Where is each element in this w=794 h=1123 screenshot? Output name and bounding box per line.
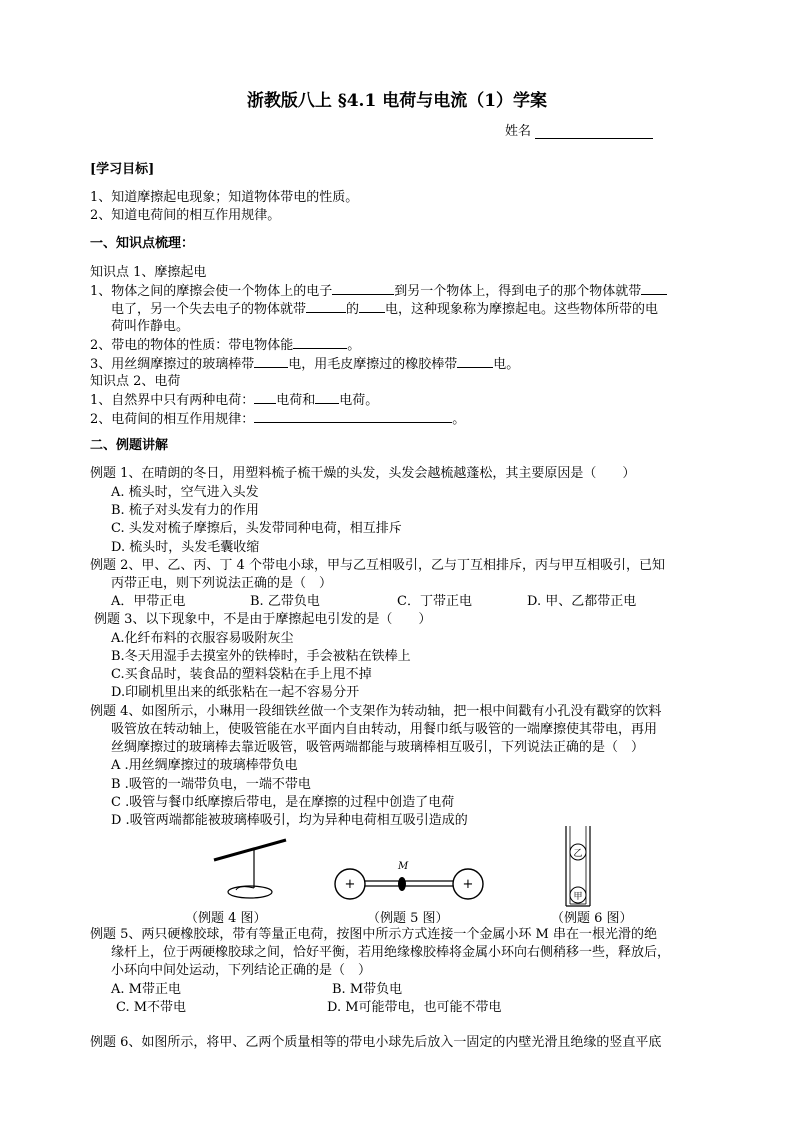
kp2-line2 [90, 410, 465, 428]
blank[interactable] [315, 391, 339, 404]
ex4-stem-2: 吸管放在转动轴上，使吸管能在水平面内自由转动，用餐巾纸与吸管的一端摩擦使其带电，再用 [111, 722, 658, 737]
ex4-stem-1: 例题 4、如图所示，小琳用一段细铁丝做一个支架作为转动轴，把一根中间戳有小孔没有戳穿的饮料 [90, 704, 662, 719]
ex2-option-a: A．甲带正电 [111, 594, 186, 609]
page-title: 浙教版八上 §4.1 电荷与电流（1）学案 [246, 91, 548, 111]
section1-heading: 一、知识点梳理： [90, 236, 195, 251]
ex4-option-d: D .吸管两端都能被玻璃棒吸引，均为异种电荷相互吸引造成的 [111, 813, 468, 828]
blank[interactable] [641, 282, 667, 295]
blank[interactable] [359, 300, 385, 313]
ex3-option-d: D.印刷机里出来的纸张粘在一起不容易分开 [111, 685, 360, 700]
ex1-option-d: D. 梳头时，头发毛囊收缩 [111, 540, 260, 555]
ex4-option-b: B .吸管的一端带负电，一端不带电 [111, 777, 311, 792]
ex5-option-d: D. M可能带电，也可能不带电 [327, 1000, 502, 1015]
name-label: 姓名 [505, 124, 532, 139]
figure-6-caption: （例题 6 图） [551, 911, 633, 926]
figure-6-tube [560, 826, 600, 908]
ex1-stem: 例题 1、在晴朗的冬日，用塑料梳子梳干燥的头发，头发会越梳越蓬松，其主要原因是（ ） [90, 466, 636, 481]
ball-jia-label: 甲 [573, 892, 583, 902]
goal-2: 2、知道电荷间的相互作用规律。 [90, 208, 281, 223]
kp2-line1 [90, 391, 378, 409]
ex4-option-a: A .用丝绸摩擦过的玻璃棒带负电 [111, 758, 298, 773]
kp2-l1b: 电荷和 [276, 393, 316, 408]
ex2-stem-2: 丙带正电，则下列说法正确的是（ ） [111, 576, 333, 591]
ex1-option-b: B. 梳子对头发有力的作用 [111, 503, 259, 518]
ex2-option-d: D. 甲、乙都带正电 [527, 594, 637, 609]
right-ball-sign: + [462, 877, 474, 892]
kp1-l4a: 2、带电的物体的性质：带电物体能 [90, 338, 294, 353]
left-ball-sign: + [344, 877, 356, 892]
kp1-l2c: 电，这种现象称为摩擦起电。这些物体所带的电 [385, 302, 659, 317]
figure-5-balls-rod [330, 858, 490, 908]
figure-4-caption: （例题 4 图） [185, 911, 267, 926]
ex5-stem-2: 缘杆上，位于两硬橡胶球之间，恰好平衡，若用绝缘橡胶棒将金属小环向右侧稍移一些，释放后， [111, 945, 671, 960]
figure-5-caption: （例题 5 图） [367, 911, 449, 926]
m-label: M [398, 861, 409, 872]
ex5-stem-1: 例题 5、两只硬橡胶球，带有等量正电荷，按图中所示方式连接一个金属小环 M 串在一根光滑的绝 [90, 927, 657, 942]
figure-4-straw-stand [210, 838, 290, 904]
blank[interactable] [254, 410, 452, 423]
kp2-l2a: 2、电荷间的相互作用规律： [90, 412, 255, 427]
blank[interactable] [457, 355, 493, 368]
kp2-l1a: 1、自然界中只有两种电荷： [90, 393, 255, 408]
ball-yi-label: 乙 [573, 849, 583, 859]
ex1-option-a: A. 梳头时，空气进入头发 [111, 485, 259, 500]
blank[interactable] [254, 391, 276, 404]
blank[interactable] [254, 355, 288, 368]
name-field [505, 120, 653, 139]
ring-m [398, 877, 406, 891]
kp1-line5 [90, 355, 519, 373]
goals-heading: [学习目标] [90, 162, 155, 177]
ex5-stem-3: 小环向中间处运动，下列结论正确的是（ ） [111, 963, 372, 978]
kp1-l1b: 到另一个物体上，得到电子的那个物体就带 [394, 284, 642, 299]
kp1-line4 [90, 336, 360, 354]
kp1-l5c: 电。 [493, 357, 520, 372]
ex2-stem-1: 例题 2、甲、乙、丙、丁 4 个带电小球，甲与乙互相吸引，乙与丁互相排斥，丙与甲互相吸引，已知 [90, 558, 665, 573]
name-blank[interactable] [535, 126, 653, 139]
blank[interactable] [306, 300, 346, 313]
kp1-heading: 知识点 1、摩擦起电 [90, 265, 207, 280]
section2-heading: 二、例题讲解 [90, 438, 169, 453]
ex5-option-b: B. M带负电 [332, 982, 403, 997]
kp1-line3: 荷叫作静电。 [111, 319, 190, 334]
ex4-option-c: C .吸管与餐巾纸摩擦后带电，是在摩擦的过程中创造了电荷 [111, 795, 455, 810]
kp1-line2 [111, 300, 658, 318]
ex3-stem: 例题 3、以下现象中，不是由于摩擦起电引发的是（ ） [94, 612, 432, 627]
blank[interactable] [293, 336, 347, 349]
blank[interactable] [332, 282, 394, 295]
ex5-option-a: A. M带正电 [111, 982, 181, 997]
kp1-l4b: 。 [347, 338, 361, 353]
ex2-option-b: B. 乙带负电 [250, 594, 320, 609]
kp1-line1 [90, 282, 667, 300]
ex3-option-a: A.化纤布料的衣服容易吸附灰尘 [111, 631, 294, 646]
kp1-l2b: 的 [346, 302, 360, 317]
ex6-stem-1: 例题 6、如图所示，将甲、乙两个质量相等的带电小球先后放入一固定的内壁光滑且绝缘的竖直平底 [90, 1035, 662, 1050]
kp1-l2a: 电了，另一个失去电子的物体就带 [111, 302, 307, 317]
ex4-stem-3: 丝绸摩擦过的玻璃棒去靠近吸管，吸管两端都能与玻璃棒相互吸引，下列说法正确的是（ ） [111, 740, 645, 755]
kp1-l5a: 3、用丝绸摩擦过的玻璃棒带 [90, 357, 255, 372]
ex3-option-b: B.冬天用湿手去摸室外的铁棒时，手会被粘在铁棒上 [111, 649, 411, 664]
ex5-option-c: C. M不带电 [116, 1000, 187, 1015]
ex2-option-c: C．丁带正电 [397, 594, 472, 609]
kp1-l5b: 电，用毛皮摩擦过的橡胶棒带 [288, 357, 458, 372]
kp2-l1c: 电荷。 [339, 393, 379, 408]
kp1-l1a: 1、物体之间的摩擦会使一个物体上的电子 [90, 284, 333, 299]
kp2-l2b: 。 [452, 412, 466, 427]
ex1-option-c: C. 头发对梳子摩擦后，头发带同种电荷，相互排斥 [111, 521, 402, 536]
kp2-heading: 知识点 2、电荷 [90, 374, 181, 389]
goal-1: 1、知道摩擦起电现象；知道物体带电的性质。 [90, 190, 359, 205]
ex3-option-c: C.买食品时，装食品的塑料袋粘在手上甩不掉 [111, 667, 372, 682]
